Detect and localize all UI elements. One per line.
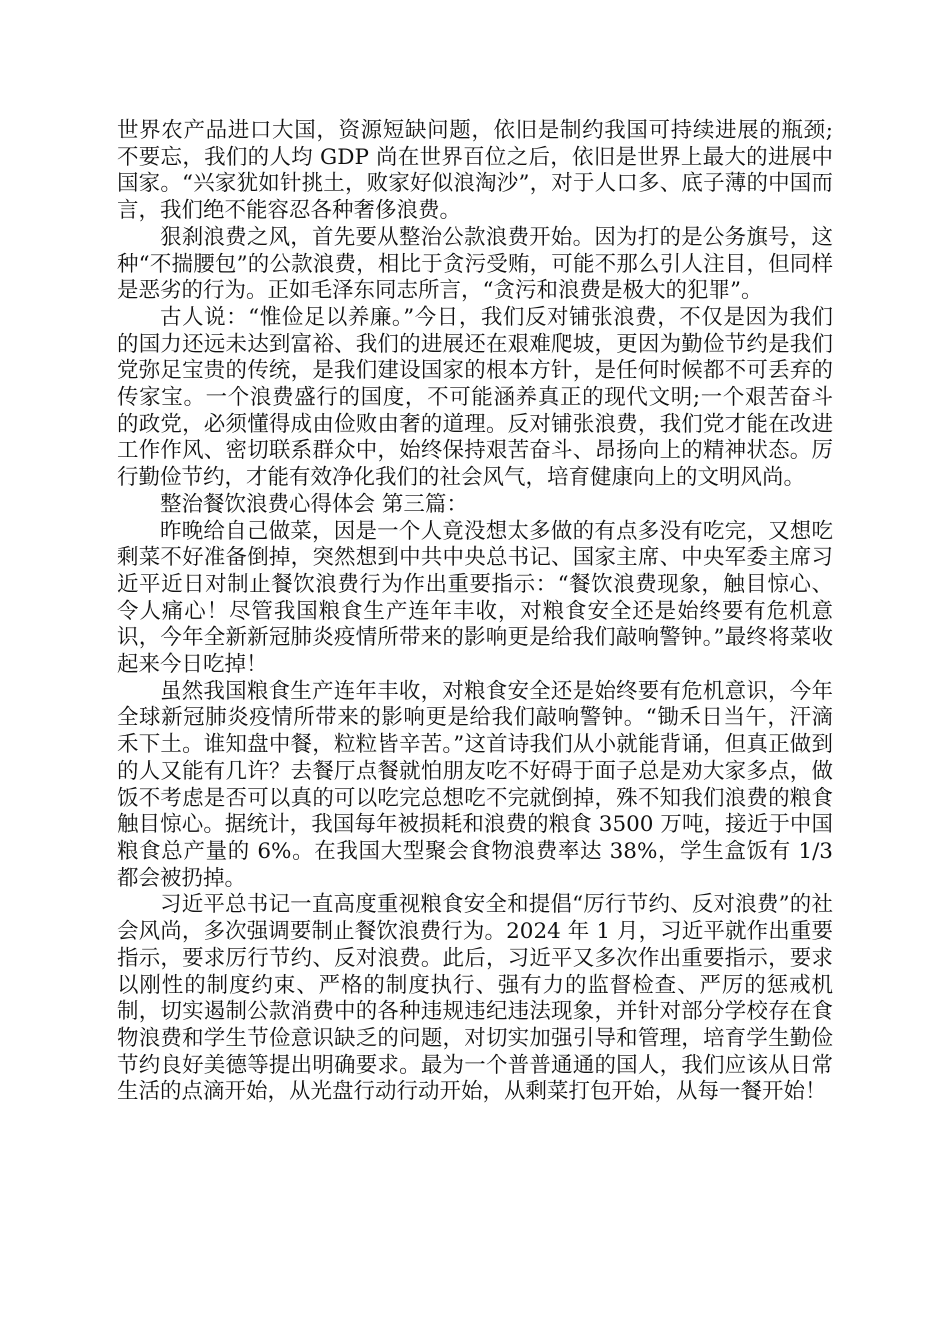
paragraph-5: 虽然我国粮食生产连年丰收，对粮食安全还是始终要有危机意识，今年全球新冠肺炎疫情所带来的影响更是给我们敲响警钟。“锄禾日当午，汗滴禾下土。谁知盘中餐，粒粒皆辛苦。”这首诗我们从小就能背诵，但真正做到的人又能有几许？去餐厅点餐就怕朋友吃不好碍于面子总是劝大家多点，做饭不考虑是否可以真的可以吃完总想吃不完就倒掉，殊不知我们浪费的粮食触目惊心。据统计，我国每年被损耗和浪费的粮食 3500 万吨，接近于中国粮食总产量的 6%。在我国大型聚会食物浪费率达 38%，学生盒饭有 1/3 都会被扔掉。 <box>117 678 833 891</box>
document-page <box>117 118 833 1106</box>
paragraph-4: 昨晚给自己做菜，因是一个人竟没想太多做的有点多没有吃完，又想吃剩菜不好准备倒掉，突然想到中共中央总书记、国家主席、中央军委主席习近平近日对制止餐饮浪费行为作出重要指示：“餐饮浪费现象，触目惊心、令人痛心！尽管我国粮食生产连年丰收，对粮食安全还是始终要有危机意识，今年全新新冠肺炎疫情所带来的影响更是给我们敲响警钟。”最终将菜收起来今日吃掉！ <box>117 518 833 678</box>
paragraph-1: 世界农产品进口大国，资源短缺问题，依旧是制约我国可持续进展的瓶颈;不要忘，我们的人均 GDP 尚在世界百位之后，依旧是世界上最大的进展中国家。“兴家犹如针挑土，败家好似浪淘沙”，对于人口多、底子薄的中国而言，我们绝不能容忍各种奢侈浪费。 <box>117 118 833 224</box>
paragraph-6: 习近平总书记一直高度重视粮食安全和提倡“厉行节约、反对浪费”的社会风尚，多次强调要制止餐饮浪费行为。2024 年 1 月，习近平就作出重要指示，要求厉行节约、反对浪费。此后，习近平又多次作出重要指示，要求以刚性的制度约束、严格的制度执行、强有力的监督检查、严厉的惩戒机制，切实遏制公款消费中的各种违规违纪违法现象，并针对部分学校存在食物浪费和学生节俭意识缺乏的问题，对切实加强引导和管理，培育学生勤俭节约良好美德等提出明确要求。最为一个普普通通的国人，我们应该从日常生活的点滴开始，从光盘行动行动开始，从剩菜打包开始，从每一餐开始！ <box>117 892 833 1105</box>
paragraph-2: 狠刹浪费之风，首先要从整治公款浪费开始。因为打的是公务旗号，这种“不揣腰包”的公款浪费，相比于贪污受贿，可能不那么引人注目，但同样是恶劣的行为。正如毛泽东同志所言，“贪污和浪费是极大的犯罪”。 <box>117 224 833 304</box>
section-heading: 整治餐饮浪费心得体会 第三篇： <box>160 491 468 517</box>
paragraph-3: 古人说：“惟俭足以养廉。”今日，我们反对铺张浪费，不仅是因为我们的国力还远未达到富裕、我们的进展还在艰难爬坡，更因为勤俭节约是我们党弥足宝贵的传统，是我们建设国家的根本方针，是任何时候都不可丢弃的传家宝。一个浪费盛行的国度，不可能涵养真正的现代文明;一个艰苦奋斗的政党，必须懂得成由俭败由奢的道理。反对铺张浪费，我们党才能在改进工作作风、密切联系群众中，始终保持艰苦奋斗、昂扬向上的精神状态。厉行勤俭节约，才能有效净化我们的社会风气，培育健康向上的文明风尚。 <box>117 304 833 491</box>
